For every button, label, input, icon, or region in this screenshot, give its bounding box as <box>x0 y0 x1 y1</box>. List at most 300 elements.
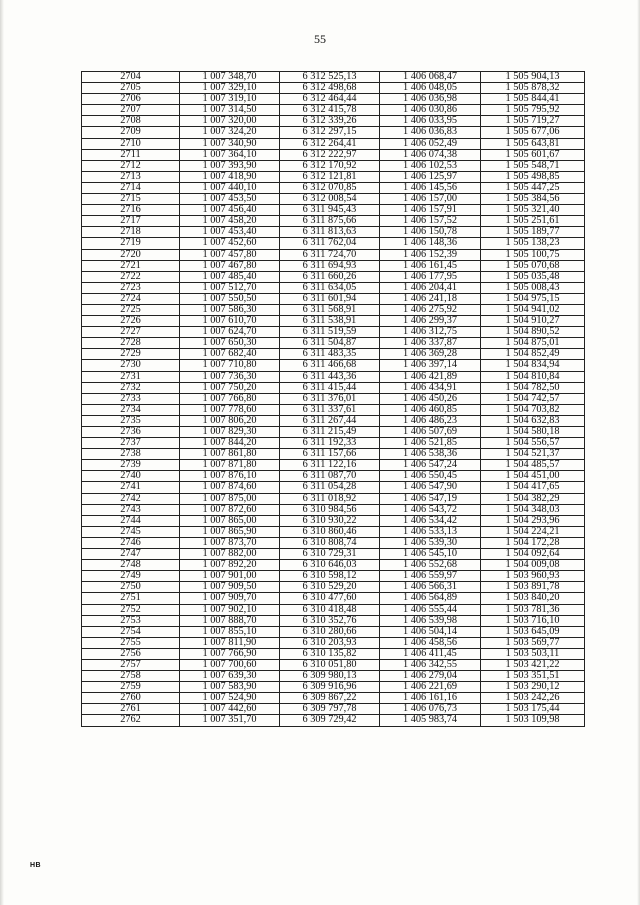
y2-cell: 1 503 175,44 <box>481 704 585 715</box>
point-number-cell: 2730 <box>82 360 180 371</box>
point-number-cell: 2753 <box>82 615 180 626</box>
x1-cell: 1 007 319,10 <box>180 94 280 105</box>
y2-cell: 1 504 742,57 <box>481 393 585 404</box>
point-number-cell: 2732 <box>82 382 180 393</box>
y1-cell: 6 312 170,92 <box>280 160 380 171</box>
point-number-cell: 2713 <box>82 171 180 182</box>
x1-cell: 1 007 524,90 <box>180 693 280 704</box>
x1-cell: 1 007 457,80 <box>180 249 280 260</box>
x1-cell: 1 007 418,90 <box>180 171 280 182</box>
footer-mark: НВ <box>30 862 42 869</box>
x1-cell: 1 007 871,80 <box>180 460 280 471</box>
x1-cell: 1 007 861,80 <box>180 449 280 460</box>
y1-cell: 6 311 466,68 <box>280 360 380 371</box>
table-row <box>82 94 585 105</box>
point-number-cell: 2720 <box>82 249 180 260</box>
y1-cell: 6 310 418,48 <box>280 604 380 615</box>
point-number-cell: 2747 <box>82 549 180 560</box>
y1-cell: 6 309 867,22 <box>280 693 380 704</box>
y1-cell: 6 311 376,01 <box>280 393 380 404</box>
table-row <box>82 105 585 116</box>
y1-cell: 6 311 018,92 <box>280 493 380 504</box>
y2-cell: 1 503 351,51 <box>481 671 585 682</box>
point-number-cell: 2750 <box>82 582 180 593</box>
y2-cell: 1 505 100,75 <box>481 249 585 260</box>
table-row <box>82 593 585 604</box>
y2-cell: 1 503 109,98 <box>481 715 585 726</box>
x1-cell: 1 007 876,10 <box>180 471 280 482</box>
x2-cell: 1 406 538,36 <box>380 449 481 460</box>
x2-cell: 1 406 076,73 <box>380 704 481 715</box>
point-number-cell: 2712 <box>82 160 180 171</box>
y2-cell: 1 504 810,84 <box>481 371 585 382</box>
y1-cell: 6 311 504,87 <box>280 338 380 349</box>
y1-cell: 6 311 601,94 <box>280 293 380 304</box>
y2-cell: 1 504 293,96 <box>481 515 585 526</box>
table-row <box>82 682 585 693</box>
x1-cell: 1 007 806,20 <box>180 415 280 426</box>
point-number-cell: 2738 <box>82 449 180 460</box>
point-number-cell: 2704 <box>82 72 180 83</box>
point-number-cell: 2714 <box>82 182 180 193</box>
y2-cell: 1 505 384,56 <box>481 194 585 205</box>
table-row <box>82 471 585 482</box>
y2-cell: 1 504 703,82 <box>481 404 585 415</box>
y1-cell: 6 311 443,36 <box>280 371 380 382</box>
x1-cell: 1 007 324,20 <box>180 127 280 138</box>
y2-cell: 1 505 008,43 <box>481 282 585 293</box>
table-row <box>82 626 585 637</box>
x2-cell: 1 406 411,45 <box>380 648 481 659</box>
x1-cell: 1 007 682,40 <box>180 349 280 360</box>
y2-cell: 1 504 009,08 <box>481 560 585 571</box>
y1-cell: 6 312 222,97 <box>280 149 380 160</box>
table-row <box>82 560 585 571</box>
x1-cell: 1 007 320,00 <box>180 116 280 127</box>
table-row <box>82 338 585 349</box>
x2-cell: 1 406 421,89 <box>380 371 481 382</box>
x1-cell: 1 007 456,40 <box>180 205 280 216</box>
point-number-cell: 2744 <box>82 515 180 526</box>
y1-cell: 6 311 660,26 <box>280 271 380 282</box>
point-number-cell: 2710 <box>82 138 180 149</box>
point-number-cell: 2718 <box>82 227 180 238</box>
y2-cell: 1 504 975,15 <box>481 293 585 304</box>
y2-cell: 1 504 834,94 <box>481 360 585 371</box>
x2-cell: 1 406 036,83 <box>380 127 481 138</box>
x2-cell: 1 406 150,78 <box>380 227 481 238</box>
point-number-cell: 2751 <box>82 593 180 604</box>
y1-cell: 6 311 337,61 <box>280 404 380 415</box>
x1-cell: 1 007 865,00 <box>180 515 280 526</box>
x2-cell: 1 406 337,87 <box>380 338 481 349</box>
table-row <box>82 83 585 94</box>
y2-cell: 1 503 503,11 <box>481 648 585 659</box>
x1-cell: 1 007 909,70 <box>180 593 280 604</box>
y1-cell: 6 311 519,59 <box>280 327 380 338</box>
x2-cell: 1 406 312,75 <box>380 327 481 338</box>
x2-cell: 1 406 241,18 <box>380 293 481 304</box>
y1-cell: 6 312 415,78 <box>280 105 380 116</box>
x1-cell: 1 007 855,10 <box>180 626 280 637</box>
x2-cell: 1 406 279,04 <box>380 671 481 682</box>
table-row <box>82 615 585 626</box>
table-row <box>82 271 585 282</box>
point-number-cell: 2759 <box>82 682 180 693</box>
table-row <box>82 671 585 682</box>
x2-cell: 1 406 030,86 <box>380 105 481 116</box>
table-row <box>82 205 585 216</box>
y1-cell: 6 310 598,12 <box>280 571 380 582</box>
y1-cell: 6 311 762,04 <box>280 238 380 249</box>
y2-cell: 1 504 451,00 <box>481 471 585 482</box>
x2-cell: 1 406 157,52 <box>380 216 481 227</box>
x2-cell: 1 406 052,49 <box>380 138 481 149</box>
x2-cell: 1 406 161,16 <box>380 693 481 704</box>
x2-cell: 1 406 152,39 <box>380 249 481 260</box>
point-number-cell: 2719 <box>82 238 180 249</box>
x2-cell: 1 406 450,26 <box>380 393 481 404</box>
point-number-cell: 2740 <box>82 471 180 482</box>
point-number-cell: 2734 <box>82 404 180 415</box>
x2-cell: 1 406 547,19 <box>380 493 481 504</box>
y1-cell: 6 311 087,70 <box>280 471 380 482</box>
y2-cell: 1 504 556,57 <box>481 438 585 449</box>
x1-cell: 1 007 892,20 <box>180 560 280 571</box>
y1-cell: 6 311 215,49 <box>280 427 380 438</box>
y2-cell: 1 504 890,52 <box>481 327 585 338</box>
y2-cell: 1 505 844,41 <box>481 94 585 105</box>
y2-cell: 1 505 601,67 <box>481 149 585 160</box>
point-number-cell: 2733 <box>82 393 180 404</box>
table-row <box>82 304 585 315</box>
table-row <box>82 216 585 227</box>
x1-cell: 1 007 736,30 <box>180 371 280 382</box>
point-number-cell: 2752 <box>82 604 180 615</box>
point-number-cell: 2762 <box>82 715 180 726</box>
point-number-cell: 2715 <box>82 194 180 205</box>
x2-cell: 1 406 486,23 <box>380 415 481 426</box>
x1-cell: 1 007 393,90 <box>180 160 280 171</box>
x2-cell: 1 406 342,55 <box>380 659 481 670</box>
x1-cell: 1 007 872,60 <box>180 504 280 515</box>
y2-cell: 1 504 382,29 <box>481 493 585 504</box>
x1-cell: 1 007 700,60 <box>180 659 280 670</box>
x1-cell: 1 007 639,30 <box>180 671 280 682</box>
table-row <box>82 449 585 460</box>
y1-cell: 6 310 280,66 <box>280 626 380 637</box>
point-number-cell: 2727 <box>82 327 180 338</box>
table-row <box>82 293 585 304</box>
x1-cell: 1 007 453,50 <box>180 194 280 205</box>
point-number-cell: 2725 <box>82 304 180 315</box>
table-row <box>82 515 585 526</box>
table-row <box>82 371 585 382</box>
x1-cell: 1 007 452,60 <box>180 238 280 249</box>
table-row <box>82 249 585 260</box>
point-number-cell: 2724 <box>82 293 180 304</box>
point-number-cell: 2741 <box>82 482 180 493</box>
x1-cell: 1 007 882,00 <box>180 549 280 560</box>
x2-cell: 1 406 564,89 <box>380 593 481 604</box>
x2-cell: 1 406 507,69 <box>380 427 481 438</box>
table-row <box>82 127 585 138</box>
y2-cell: 1 504 485,57 <box>481 460 585 471</box>
table-row <box>82 360 585 371</box>
table-row <box>82 704 585 715</box>
point-number-cell: 2731 <box>82 371 180 382</box>
y2-cell: 1 504 172,28 <box>481 537 585 548</box>
y2-cell: 1 503 290,12 <box>481 682 585 693</box>
x2-cell: 1 406 068,47 <box>380 72 481 83</box>
x2-cell: 1 406 125,97 <box>380 171 481 182</box>
y1-cell: 6 312 121,81 <box>280 171 380 182</box>
point-number-cell: 2758 <box>82 671 180 682</box>
x2-cell: 1 406 547,24 <box>380 460 481 471</box>
point-number-cell: 2737 <box>82 438 180 449</box>
x2-cell: 1 406 521,85 <box>380 438 481 449</box>
x1-cell: 1 007 314,50 <box>180 105 280 116</box>
y1-cell: 6 309 797,78 <box>280 704 380 715</box>
x2-cell: 1 406 545,10 <box>380 549 481 560</box>
table-row <box>82 637 585 648</box>
x2-cell: 1 406 074,38 <box>380 149 481 160</box>
y2-cell: 1 504 348,03 <box>481 504 585 515</box>
table-row <box>82 482 585 493</box>
x1-cell: 1 007 440,10 <box>180 182 280 193</box>
coordinates-table <box>81 71 585 727</box>
y2-cell: 1 503 891,78 <box>481 582 585 593</box>
y1-cell: 6 311 483,35 <box>280 349 380 360</box>
y2-cell: 1 504 875,01 <box>481 338 585 349</box>
y2-cell: 1 505 321,40 <box>481 205 585 216</box>
point-number-cell: 2729 <box>82 349 180 360</box>
point-number-cell: 2748 <box>82 560 180 571</box>
y2-cell: 1 504 782,50 <box>481 382 585 393</box>
table-row <box>82 116 585 127</box>
point-number-cell: 2760 <box>82 693 180 704</box>
x1-cell: 1 007 351,70 <box>180 715 280 726</box>
y2-cell: 1 504 092,64 <box>481 549 585 560</box>
x1-cell: 1 007 458,20 <box>180 216 280 227</box>
y2-cell: 1 503 242,26 <box>481 693 585 704</box>
point-number-cell: 2716 <box>82 205 180 216</box>
page-number: 55 <box>314 32 326 46</box>
table-row <box>82 182 585 193</box>
x2-cell: 1 406 145,56 <box>380 182 481 193</box>
table-row <box>82 549 585 560</box>
scan-edge-left <box>0 0 4 905</box>
x2-cell: 1 405 983,74 <box>380 715 481 726</box>
x1-cell: 1 007 453,40 <box>180 227 280 238</box>
x2-cell: 1 406 275,92 <box>380 304 481 315</box>
table-row <box>82 160 585 171</box>
y1-cell: 6 310 352,76 <box>280 615 380 626</box>
point-number-cell: 2746 <box>82 537 180 548</box>
y2-cell: 1 503 960,93 <box>481 571 585 582</box>
table-row <box>82 571 585 582</box>
table-row <box>82 427 585 438</box>
y1-cell: 6 311 634,05 <box>280 282 380 293</box>
y2-cell: 1 505 795,92 <box>481 105 585 116</box>
y2-cell: 1 503 569,77 <box>481 637 585 648</box>
table-row <box>82 504 585 515</box>
y1-cell: 6 310 051,80 <box>280 659 380 670</box>
x2-cell: 1 406 555,44 <box>380 604 481 615</box>
table-row <box>82 282 585 293</box>
point-number-cell: 2736 <box>82 427 180 438</box>
y2-cell: 1 503 840,20 <box>481 593 585 604</box>
x1-cell: 1 007 586,30 <box>180 304 280 315</box>
table-row <box>82 382 585 393</box>
y2-cell: 1 503 781,36 <box>481 604 585 615</box>
x2-cell: 1 406 148,36 <box>380 238 481 249</box>
y2-cell: 1 505 251,61 <box>481 216 585 227</box>
x1-cell: 1 007 442,60 <box>180 704 280 715</box>
table-row <box>82 648 585 659</box>
y1-cell: 6 312 297,15 <box>280 127 380 138</box>
point-number-cell: 2761 <box>82 704 180 715</box>
y1-cell: 6 311 813,63 <box>280 227 380 238</box>
y1-cell: 6 311 875,66 <box>280 216 380 227</box>
y2-cell: 1 503 645,09 <box>481 626 585 637</box>
table-row <box>82 404 585 415</box>
table-row <box>82 460 585 471</box>
table-row <box>82 415 585 426</box>
y2-cell: 1 505 677,06 <box>481 127 585 138</box>
y1-cell: 6 309 729,42 <box>280 715 380 726</box>
x2-cell: 1 406 221,69 <box>380 682 481 693</box>
y2-cell: 1 504 580,18 <box>481 427 585 438</box>
point-number-cell: 2708 <box>82 116 180 127</box>
x1-cell: 1 007 811,90 <box>180 637 280 648</box>
y2-cell: 1 504 632,83 <box>481 415 585 426</box>
y2-cell: 1 504 852,49 <box>481 349 585 360</box>
y1-cell: 6 310 860,46 <box>280 526 380 537</box>
y2-cell: 1 505 138,23 <box>481 238 585 249</box>
table-row <box>82 238 585 249</box>
x1-cell: 1 007 873,70 <box>180 537 280 548</box>
x2-cell: 1 406 157,00 <box>380 194 481 205</box>
point-number-cell: 2721 <box>82 260 180 271</box>
y1-cell: 6 311 568,91 <box>280 304 380 315</box>
x1-cell: 1 007 750,20 <box>180 382 280 393</box>
x1-cell: 1 007 766,90 <box>180 648 280 659</box>
point-number-cell: 2705 <box>82 83 180 94</box>
x1-cell: 1 007 583,90 <box>180 682 280 693</box>
x2-cell: 1 406 434,91 <box>380 382 481 393</box>
y2-cell: 1 504 521,37 <box>481 449 585 460</box>
x1-cell: 1 007 902,10 <box>180 604 280 615</box>
point-number-cell: 2722 <box>82 271 180 282</box>
point-number-cell: 2735 <box>82 415 180 426</box>
x2-cell: 1 406 504,14 <box>380 626 481 637</box>
y2-cell: 1 503 421,22 <box>481 659 585 670</box>
x1-cell: 1 007 909,50 <box>180 582 280 593</box>
y2-cell: 1 504 941,02 <box>481 304 585 315</box>
point-number-cell: 2745 <box>82 526 180 537</box>
x2-cell: 1 406 048,05 <box>380 83 481 94</box>
y2-cell: 1 505 719,27 <box>481 116 585 127</box>
y1-cell: 6 311 945,43 <box>280 205 380 216</box>
table-row <box>82 72 585 83</box>
y1-cell: 6 310 808,74 <box>280 537 380 548</box>
x1-cell: 1 007 610,70 <box>180 316 280 327</box>
y1-cell: 6 312 498,68 <box>280 83 380 94</box>
x2-cell: 1 406 102,53 <box>380 160 481 171</box>
x1-cell: 1 007 901,00 <box>180 571 280 582</box>
x2-cell: 1 406 539,98 <box>380 615 481 626</box>
point-number-cell: 2728 <box>82 338 180 349</box>
y1-cell: 6 310 135,82 <box>280 648 380 659</box>
y1-cell: 6 311 157,66 <box>280 449 380 460</box>
x1-cell: 1 007 329,10 <box>180 83 280 94</box>
table-row <box>82 526 585 537</box>
y1-cell: 6 311 054,28 <box>280 482 380 493</box>
x2-cell: 1 406 369,28 <box>380 349 481 360</box>
coordinates-table-body <box>82 72 585 727</box>
x2-cell: 1 406 547,90 <box>380 482 481 493</box>
table-row <box>82 493 585 504</box>
y1-cell: 6 310 984,56 <box>280 504 380 515</box>
x1-cell: 1 007 778,60 <box>180 404 280 415</box>
point-number-cell: 2739 <box>82 460 180 471</box>
y1-cell: 6 312 525,13 <box>280 72 380 83</box>
table-row <box>82 138 585 149</box>
point-number-cell: 2723 <box>82 282 180 293</box>
y1-cell: 6 310 930,22 <box>280 515 380 526</box>
x1-cell: 1 007 865,90 <box>180 526 280 537</box>
point-number-cell: 2706 <box>82 94 180 105</box>
table-row <box>82 715 585 726</box>
point-number-cell: 2726 <box>82 316 180 327</box>
y1-cell: 6 311 694,93 <box>280 260 380 271</box>
x2-cell: 1 406 543,72 <box>380 504 481 515</box>
y1-cell: 6 312 264,41 <box>280 138 380 149</box>
table-row <box>82 438 585 449</box>
table-row <box>82 582 585 593</box>
table-row <box>82 171 585 182</box>
x1-cell: 1 007 550,50 <box>180 293 280 304</box>
table-row <box>82 149 585 160</box>
table-row <box>82 316 585 327</box>
x2-cell: 1 406 534,42 <box>380 515 481 526</box>
table-row <box>82 537 585 548</box>
x1-cell: 1 007 624,70 <box>180 327 280 338</box>
y2-cell: 1 505 878,32 <box>481 83 585 94</box>
table-row <box>82 693 585 704</box>
table-row <box>82 194 585 205</box>
x1-cell: 1 007 844,20 <box>180 438 280 449</box>
x1-cell: 1 007 348,70 <box>180 72 280 83</box>
point-number-cell: 2707 <box>82 105 180 116</box>
y2-cell: 1 504 910,27 <box>481 316 585 327</box>
y2-cell: 1 505 548,71 <box>481 160 585 171</box>
x1-cell: 1 007 766,80 <box>180 393 280 404</box>
x2-cell: 1 406 161,45 <box>380 260 481 271</box>
point-number-cell: 2757 <box>82 659 180 670</box>
x1-cell: 1 007 512,70 <box>180 282 280 293</box>
x1-cell: 1 007 710,80 <box>180 360 280 371</box>
y1-cell: 6 310 203,93 <box>280 637 380 648</box>
y2-cell: 1 505 904,13 <box>481 72 585 83</box>
y1-cell: 6 312 339,26 <box>280 116 380 127</box>
point-number-cell: 2709 <box>82 127 180 138</box>
x2-cell: 1 406 299,37 <box>380 316 481 327</box>
y2-cell: 1 505 035,48 <box>481 271 585 282</box>
x2-cell: 1 406 533,13 <box>380 526 481 537</box>
x2-cell: 1 406 397,14 <box>380 360 481 371</box>
